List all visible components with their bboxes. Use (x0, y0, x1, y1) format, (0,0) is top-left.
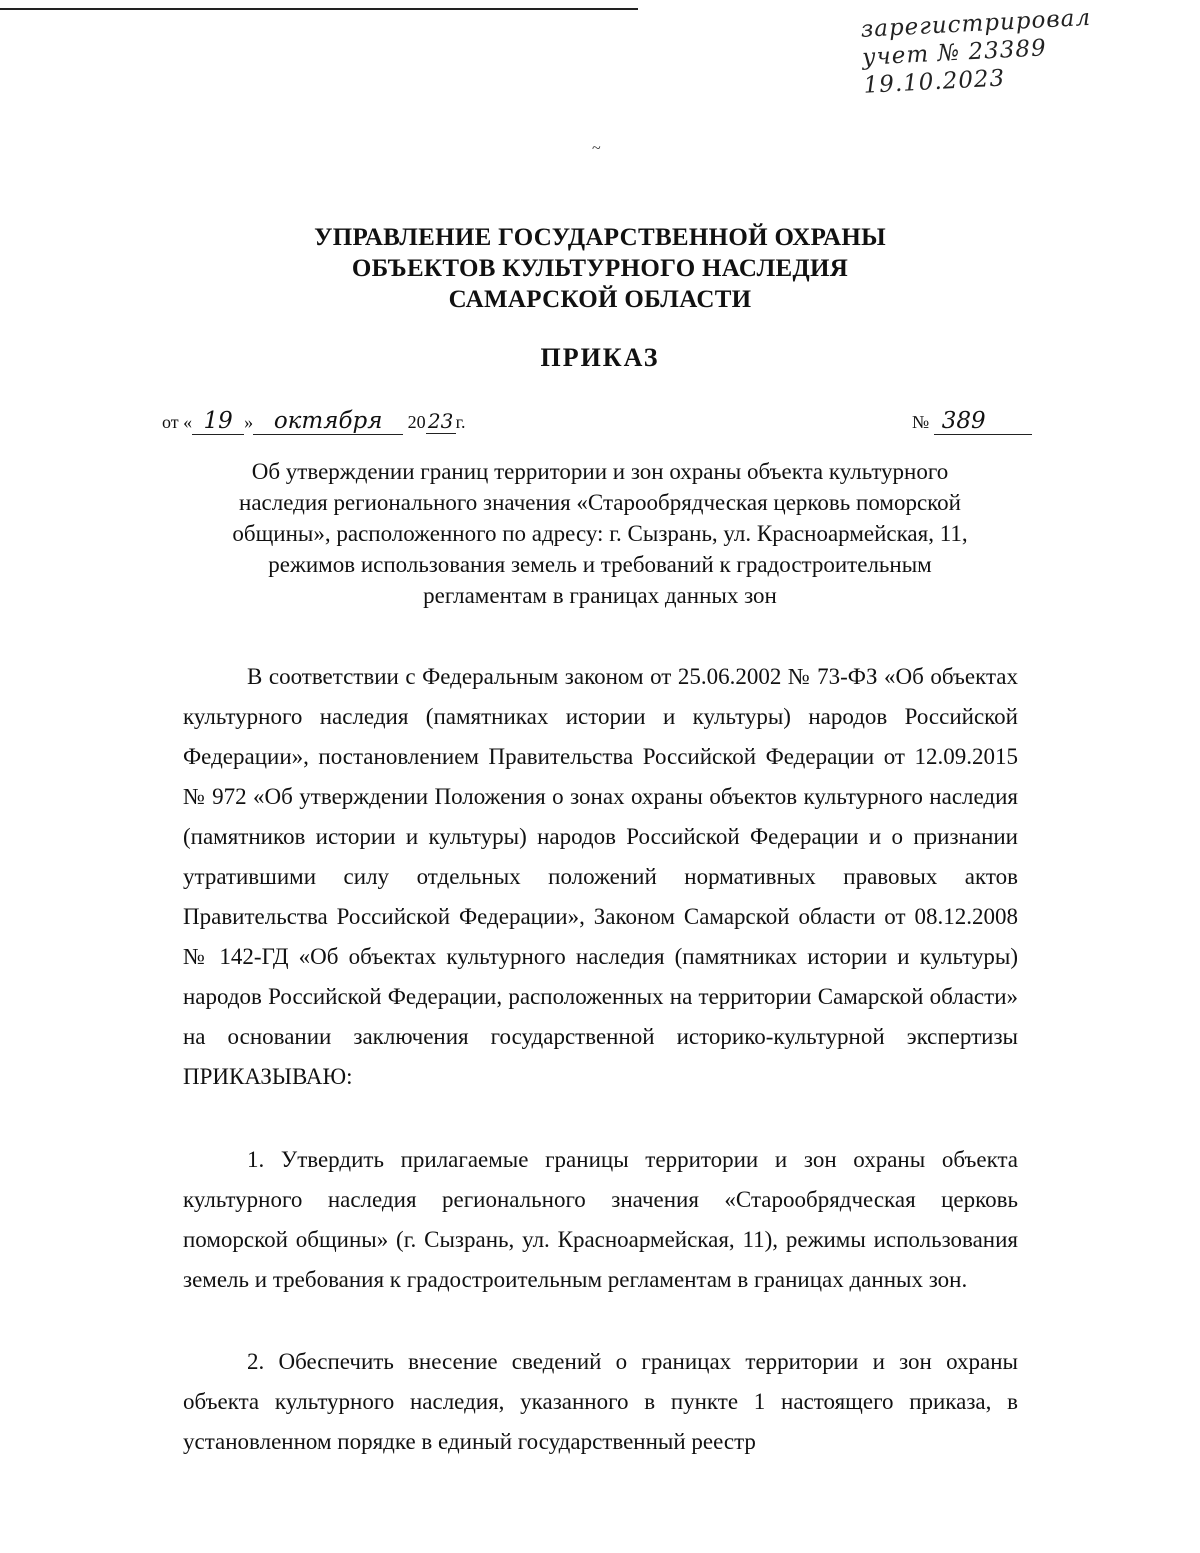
date-year-prefix: 20 (407, 412, 426, 432)
subject-line: Об утверждении границ территории и зон охраны объекта культурного (251, 459, 949, 484)
subject-line: регламентам в границах данных зон (423, 583, 777, 608)
order-number (912, 408, 1032, 435)
order-date (162, 408, 466, 435)
number-value: 389 (934, 408, 1032, 435)
agency-header-line: УПРАВЛЕНИЕ ГОСУДАРСТВЕННОЙ ОХРАНЫ (314, 224, 886, 251)
date-month: октября (253, 408, 403, 435)
top-rule (0, 8, 638, 10)
clause-1-paragraph (183, 1140, 1018, 1300)
scan-mark: ~ (592, 140, 601, 157)
number-prefix: № (912, 412, 930, 432)
paragraph-text: В соответствии с Федеральным законом от 25.06.2002 № 73-ФЗ «Об объектах культурного наследия (памятниках истории и культуры) народов Российской Федерации», постановлением Правительства Российской Федерации от 12.09.2015 № 972 «Об утверждении Положения о зонах охраны объектов культурного наследия (памятников истории и культуры) народов Российской Федерации и о признании утратившими силу отдельных положений нормативных правовых актов Правительства Российской Федерации», Законом Самарской области от 08.12.2008 № 142-ГД «Об объектах культурного наследия (памятниках истории и культуры) народов Российской Федерации, расположенных на территории Самарской области» на основании заключения государственной историко-культурной экспертизы ПРИКАЗЫВАЮ: (183, 664, 1018, 1089)
subject-line: режимов использования земель и требований к градостроительным (268, 552, 932, 577)
order-subject (150, 456, 1050, 611)
date-suffix: г. (455, 412, 466, 432)
date-mid: » (244, 412, 254, 432)
clause-2-paragraph (183, 1342, 1018, 1462)
order-title: ПРИКАЗ (540, 343, 660, 372)
paragraph-text: 2. Обеспечить внесение сведений о границах территории и зон охраны объекта культурного наследия, указанного в пункте 1 настоящего приказа, в установленном порядке в единый государственный реестр (183, 1349, 1018, 1454)
registration-note-line: 19.10.2023 (862, 65, 1006, 99)
registration-note-line: учет № 23389 (861, 35, 1048, 71)
agency-header-line: ОБЪЕКТОВ КУЛЬТУРНОГО НАСЛЕДИЯ (351, 255, 849, 282)
preamble-paragraph (183, 657, 1018, 1097)
subject-line: наследия регионального значения «Старообрядческая церковь поморской (239, 490, 961, 515)
registration-note-line: зарегистрировал (860, 4, 1092, 43)
date-prefix: от « (162, 412, 193, 432)
paragraph-text: 1. Утвердить прилагаемые границы территории и зон охраны объекта культурного наследия регионального значения «Старообрядческая церковь поморской общины» (г. Сызрань, ул. Красноармейская, 11), режимы использования земель и требования к градостроительным регламентам в границах данных зон. (183, 1147, 1018, 1292)
agency-header-line: САМАРСКОЙ ОБЛАСТИ (448, 286, 752, 313)
date-year-suffix: 23 (426, 409, 456, 434)
subject-line: общины», расположенного по адресу: г. Сызрань, ул. Красноармейская, 11, (232, 521, 968, 546)
agency-header (0, 222, 1200, 315)
registration-note (860, 0, 1164, 100)
date-day: 19 (192, 408, 244, 435)
